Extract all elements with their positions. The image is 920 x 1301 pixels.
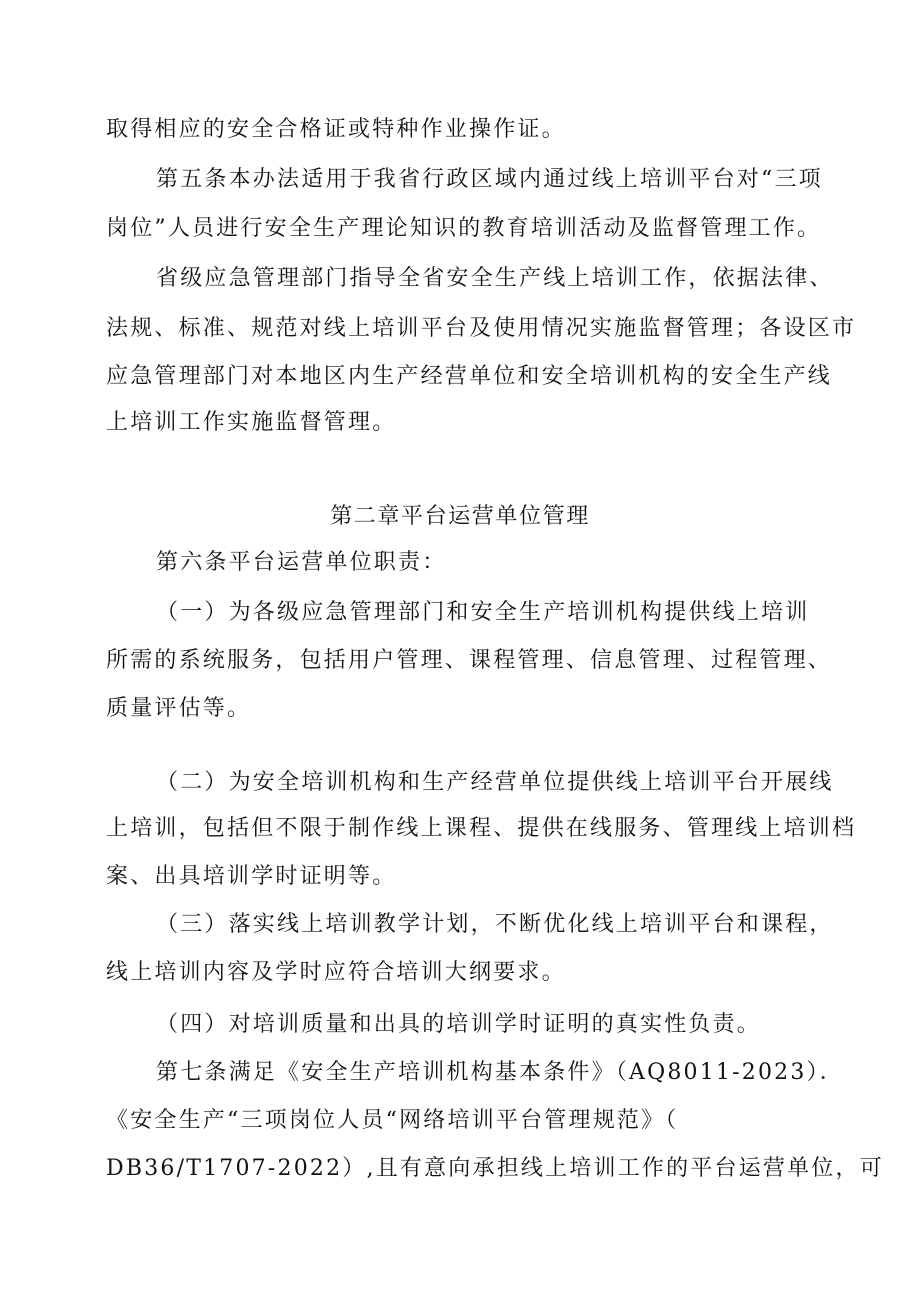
text-line: 案、出具培训学时证明等。 xyxy=(106,864,397,889)
text-line: 省级应急管理部门指导全省安全生产线上培训工作，依据法律、 xyxy=(156,266,834,291)
text-line: DB36/T1707-2022）,且有意向承担线上培训工作的平台运营单位，可 xyxy=(106,1156,884,1181)
text-line: （二）为安全培训机构和生产经营单位提供线上培训平台开展线 xyxy=(156,770,834,795)
text-line: 应急管理部门对本地区内生产经营单位和安全培训机构的安全生产线 xyxy=(106,364,833,389)
text-line: 上培训，包括但不限于制作线上课程、提供在线服务、管理线上培训档 xyxy=(106,816,857,841)
text-line: （三）落实线上培训教学计划，不断优化线上培训平台和课程， xyxy=(156,912,834,937)
text-line: 上培训工作实施监督管理。 xyxy=(106,410,397,435)
text-line: （四）对培训质量和出具的培训学时证明的真实性负责。 xyxy=(156,1012,762,1037)
text-line: 《安全生产“三项岗位人员“网络培训平台管理规范》（ xyxy=(106,1108,679,1133)
chapter-heading: 第二章平台运营单位管理 xyxy=(330,504,590,529)
article-7-line: 第七条满足《安全生产培训机构基本条件》（AQ8011-2023）． xyxy=(156,1060,844,1085)
text-line: 岗位”人员进行安全生产理论知识的教育培训活动及监督管理工作。 xyxy=(106,216,822,241)
text-line: 法规、标准、规范对线上培训平台及使用情况实施监督管理；各设区市 xyxy=(106,316,857,341)
text-line: 所需的系统服务，包括用户管理、课程管理、信息管理、过程管理、 xyxy=(106,648,833,673)
text-line: 线上培训内容及学时应符合培训大纲要求。 xyxy=(106,960,566,985)
article-5-line: 第五条本办法适用于我省行政区域内通过线上培训平台对“三项 xyxy=(156,167,823,192)
text-line: 质量评估等。 xyxy=(106,696,252,721)
text-line: （一）为各级应急管理部门和安全生产培训机构提供线上培训 xyxy=(156,600,810,625)
text-line: 取得相应的安全合格证或特种作业操作证。 xyxy=(106,117,566,142)
article-6-line: 第六条平台运营单位职责： xyxy=(156,550,447,575)
